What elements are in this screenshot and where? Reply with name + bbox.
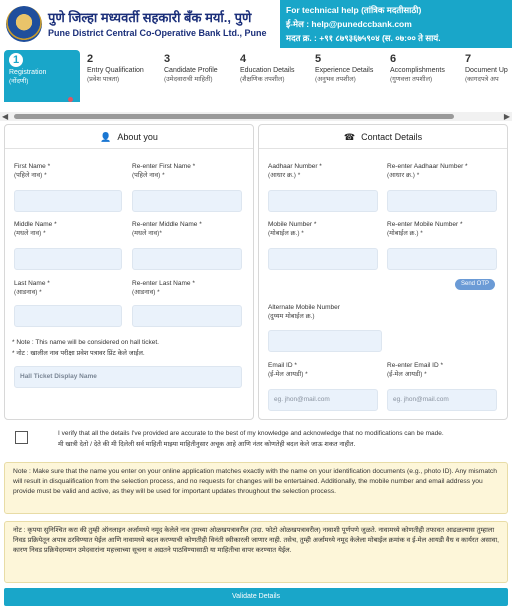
step-label: Experience Details	[315, 67, 374, 74]
reenter-aadhaar-input[interactable]	[387, 190, 497, 212]
step-number: 6	[390, 53, 397, 65]
label-mr: (आडनाव) *	[132, 289, 160, 296]
label-mr: (मधले नाव)*	[132, 230, 162, 237]
help-email[interactable]: ई-मेल : help@punedccbank.com	[286, 19, 412, 29]
step-label: Entry Qualification	[87, 67, 144, 74]
reenter-email-input[interactable]: eg. jhon@mail.com	[387, 389, 497, 411]
about-you-header	[5, 125, 253, 149]
step-sublabel: (प्रवेश पात्रता)	[87, 76, 120, 83]
email-input[interactable]: eg. jhon@mail.com	[268, 389, 378, 411]
label-mr: (मोबाईल क्र.) *	[387, 230, 423, 237]
hall-ticket-note-mr: * नोट : खालील नाव परीक्षा प्रवेश पत्रावर प्रिंट केले जाईल.	[12, 350, 145, 357]
label-mr: (दुय्यम मोबाईल क्र.)	[268, 313, 315, 320]
label-en: Email ID *	[268, 362, 297, 369]
label-mr: (ई-मेल आयडी) *	[387, 371, 427, 378]
declaration-text-mr: मी खात्री देतो / देते की मी दिलेली सर्व माहिती माझ्या माहितीनुसार अचूक आहे आणि नंतर कोणतेही बदल केले जाऊ शकत नाहीत.	[58, 441, 356, 448]
middle-name-input[interactable]	[14, 248, 122, 270]
label-en: Middle Name *	[14, 221, 57, 228]
label-en: Alternate Mobile Number	[268, 304, 340, 311]
step-sublabel: (शैक्षणिक तपशील)	[240, 76, 285, 83]
step-navigation	[0, 48, 512, 106]
step-sublabel: (नोंदणी)	[9, 78, 29, 85]
step-education-details[interactable]	[235, 50, 311, 102]
label-mr: (पहिले नाव) *	[132, 172, 165, 179]
email-label	[268, 362, 308, 378]
alternate-mobile-label	[268, 304, 340, 320]
reenter-email-label	[387, 362, 443, 378]
site-header	[0, 0, 512, 48]
step-label: Document Up	[465, 67, 508, 74]
step-accomplishments[interactable]	[385, 50, 461, 102]
about-you-title: About you	[117, 132, 158, 142]
validate-details-button[interactable]: Validate Details	[4, 588, 508, 606]
step-label: Accomplishments	[390, 67, 445, 74]
reenter-middle-name-label	[132, 221, 202, 237]
hall-ticket-name-input[interactable]: Hall Ticket Display Name	[14, 366, 242, 388]
step-candidate-profile[interactable]	[159, 50, 235, 102]
aadhaar-input[interactable]	[268, 190, 378, 212]
label-en: Aadhaar Number *	[268, 163, 322, 170]
label-mr: (मोबाईल क्र.) *	[268, 230, 304, 237]
label-en: Re-enter Mobile Number *	[387, 221, 463, 228]
note-english: Note : Make sure that the name you enter on your online application matches exactly with the name on your identification documents (e.g., photo ID). Any mismatch will result in disqualification from the selection process, and no requests for changes will be entertained. Additionally, the mobile number and email address you provide must be valid and active, as they will be used for important updates throughout the selection process.	[4, 462, 508, 514]
step-number: 3	[164, 53, 171, 65]
contact-details-title: Contact Details	[361, 132, 423, 142]
step-registration[interactable]	[4, 50, 80, 102]
note-marathi: नोट : कृपया सुनिश्चित करा की तुम्ही ऑनलाइन अर्जामध्ये नमूद केलेले नाव तुमच्या ओळखपत्रावरील (उदा. फोटो ओळखपत्रावरील) नावाशी पूर्णपणे जुळते. नावामध्ये कोणतीही तफावत आढळल्यास तुम्हाला निवड प्रक्रियेतून अपात्र ठरविण्यात येईल आणि नावामध्ये बदल करण्याची कोणतीही विनंती स्वीकारली जाणार नाही. तसेच, तुम्ही अर्जामध्ये नमूद केलेला मोबाईल क्रमांक व ई-मेल आयडी वैध व कार्यरत असावा, कारण निवड प्रक्रियेदरम्यान उमेदवारांना महत्त्वाच्या सूचना व अद्यतने पाठविण्यासाठी या माहितीचा वापर करण्यात येईल.	[4, 521, 508, 583]
step-label: Education Details	[240, 67, 295, 74]
step-label: Registration	[9, 69, 47, 76]
label-en: Last Name *	[14, 280, 50, 287]
label-mr: (पहिले नाव) *	[14, 172, 47, 179]
label-en: First Name *	[14, 163, 51, 170]
active-step-dot	[68, 97, 73, 102]
step-number: 4	[240, 53, 247, 65]
middle-name-label	[14, 221, 57, 237]
scroll-right-icon[interactable]: ▶	[503, 112, 510, 121]
step-entry-qualification[interactable]	[82, 50, 158, 102]
step-label: Candidate Profile	[164, 67, 218, 74]
mobile-input[interactable]	[268, 248, 378, 270]
aadhaar-label	[268, 163, 322, 179]
scroll-left-icon[interactable]: ◀	[2, 112, 9, 121]
reenter-aadhaar-label	[387, 163, 468, 179]
declaration-checkbox[interactable]	[15, 431, 28, 444]
bank-name-marathi: पुणे जिल्हा मध्यवर्ती सहकारी बँक मर्या., पुणे	[48, 10, 252, 25]
help-phone: मदत क्र. : +९१ ८७९३६७५९०४ (स. ०७:०० ते सायं.	[286, 33, 441, 43]
label-mr: (मधले नाव) *	[14, 230, 46, 237]
reenter-mobile-input[interactable]	[387, 248, 497, 270]
step-number: 5	[315, 53, 322, 65]
label-en: Re-enter Last Name *	[132, 280, 195, 287]
label-en: Mobile Number *	[268, 221, 317, 228]
label-mr: (आधार क्र.) *	[268, 172, 301, 179]
reenter-last-name-label	[132, 280, 195, 296]
step-document-upload[interactable]	[460, 50, 512, 102]
step-sublabel: (गुणवत्ता तपशील)	[390, 76, 433, 83]
reenter-first-name-label	[132, 163, 195, 179]
hall-ticket-note-en: * Note : This name will be considered on hall ticket.	[12, 339, 159, 346]
declaration-text-en: I verify that all the details I've provided are accurate to the best of my knowledge and acknowledge that no modifications can be made.	[58, 430, 444, 437]
label-mr: (आडनाव) *	[14, 289, 42, 296]
first-name-label	[14, 163, 50, 179]
step-number: 1	[9, 53, 23, 67]
reenter-mobile-label	[387, 221, 463, 237]
last-name-label	[14, 280, 50, 296]
label-en: Re-enter Aadhaar Number *	[387, 163, 468, 170]
mobile-label	[268, 221, 316, 237]
user-icon: 👤	[100, 132, 112, 142]
bank-logo	[6, 6, 42, 42]
step-number: 2	[87, 53, 94, 65]
label-en: Re-enter Middle Name *	[132, 221, 202, 228]
step-sublabel: (उमेदवाराची माहिती)	[164, 76, 213, 83]
help-box	[280, 0, 512, 48]
contact-details-header	[259, 125, 507, 149]
first-name-input[interactable]	[14, 190, 122, 212]
bank-name-english: Pune District Central Co-Operative Bank Ltd., Pune	[48, 28, 267, 38]
label-en: Re-enter First Name *	[132, 163, 196, 170]
horizontal-scrollbar[interactable]	[0, 112, 512, 121]
phone-icon: ☎	[343, 132, 356, 142]
label-mr: (ई-मेल आयडी) *	[268, 371, 308, 378]
reenter-middle-name-input[interactable]	[132, 248, 242, 270]
step-number: 7	[465, 53, 472, 65]
send-otp-button[interactable]: Send OTP	[455, 279, 495, 290]
help-title: For technical help (तांत्रिक मदतीसाठी)	[286, 5, 422, 15]
label-en: Re-enter Email ID *	[387, 362, 443, 369]
reenter-first-name-input[interactable]	[132, 190, 242, 212]
scrollbar-thumb[interactable]	[14, 114, 454, 119]
step-experience-details[interactable]	[310, 50, 386, 102]
step-sublabel: (कागदपत्रे अप	[465, 76, 499, 83]
step-sublabel: (अनुभव तपशील)	[315, 76, 356, 83]
reenter-last-name-input[interactable]	[132, 305, 242, 327]
last-name-input[interactable]	[14, 305, 122, 327]
alternate-mobile-input[interactable]	[268, 330, 382, 352]
label-mr: (आधार क्र.) *	[387, 172, 420, 179]
